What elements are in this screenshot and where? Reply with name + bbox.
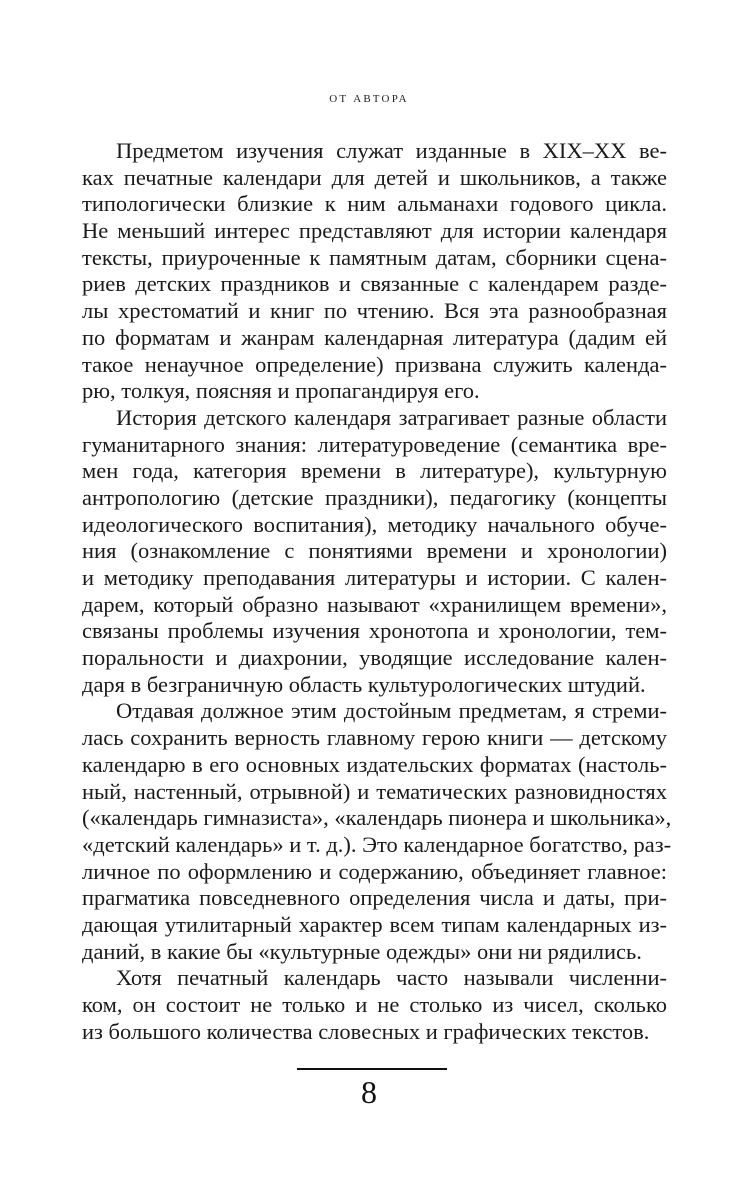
text-line: ный, настенный, отрывной) и тематических разновидностях [82, 778, 667, 804]
running-head: ОТ АВТОРА [329, 93, 409, 105]
text-line: Отдавая должное этим достойным предметам, я стреми- [116, 698, 667, 724]
text-line: тексты, приуроченные к памятным датам, сборники сцена- [82, 244, 667, 270]
paragraph [82, 138, 667, 405]
text-line: гуманитарного знания: литературоведение (семантика вре- [82, 431, 667, 457]
body-text [82, 138, 672, 1045]
text-line: прагматика повседневного определения числа и даты, при- [82, 885, 667, 911]
text-line: антропологию (детские праздники), педагогику (концепты [82, 484, 667, 510]
text-line: рю, толкуя, поясняя и пропагандируя его. [82, 378, 480, 404]
paragraph [82, 698, 672, 965]
text-line: ния (ознакомление с понятиями времени и хронологии) [82, 538, 667, 564]
text-line: ках печатные календари для детей и школьников, а также [82, 164, 667, 190]
footer-rule [297, 1068, 447, 1070]
text-line: идеологического воспитания), методику начального обуче- [82, 511, 667, 537]
text-line: («календарь гимназиста», «календарь пионера и школьника», [82, 805, 672, 831]
text-line: лась сохранить верность главному герою книги — детскому [82, 725, 667, 751]
text-line: даний, в какие бы «культурные одежды» они ни рядились. [82, 938, 642, 964]
text-line: связаны проблемы изучения хронотопа и хронологии, тем- [82, 618, 667, 644]
paragraph [82, 965, 667, 1045]
text-line: личное по оформлению и содержанию, объединяет главное: [82, 858, 667, 884]
text-line: типологически близкие к ним альманахи годового цикла. [82, 191, 667, 217]
text-line: календарю в его основных издательских форматах (настоль- [82, 751, 667, 777]
text-line: История детского календаря затрагивает разные области [116, 404, 667, 430]
text-line: Не меньший интерес представляют для истории календаря [82, 218, 667, 244]
text-line: такое ненаучное определение) призвана служить календа- [82, 351, 667, 377]
text-line: Предметом изучения служат изданные в XIX–XX ве- [116, 138, 667, 163]
text-line: лы хрестоматий и книг по чтению. Вся эта разнообразная [82, 298, 667, 324]
text-line: ком, он состоит не только и не столько из чисел, сколько [82, 992, 667, 1017]
text-line: дающая утилитарный характер всем типам календарных из- [82, 911, 667, 937]
text-line: и методику преподавания литературы и истории. С кален- [82, 565, 667, 590]
page-number: 8 [361, 1074, 377, 1110]
paragraph [82, 405, 667, 699]
text-line: риев детских праздников и связанные с календарем разде- [82, 271, 667, 297]
text-line: поральности и диахронии, уводящие исследование кален- [82, 645, 667, 671]
text-line: из большого количества словесных и графических текстов. [82, 1018, 650, 1044]
text-line: Хотя печатный календарь часто называли численни- [116, 965, 667, 991]
text-line: мен года, категория времени в литературе), культурную [82, 458, 667, 484]
text-line: «детский календарь» и т. д.). Это календарное богатство, раз- [82, 831, 672, 857]
text-line: по форматам и жанрам календарная литература (дадим ей [82, 324, 667, 350]
text-line: дарем, который образно называют «хранилищем времени», [82, 591, 667, 617]
text-line: даря в безграничную область культурологических штудий. [82, 671, 646, 697]
